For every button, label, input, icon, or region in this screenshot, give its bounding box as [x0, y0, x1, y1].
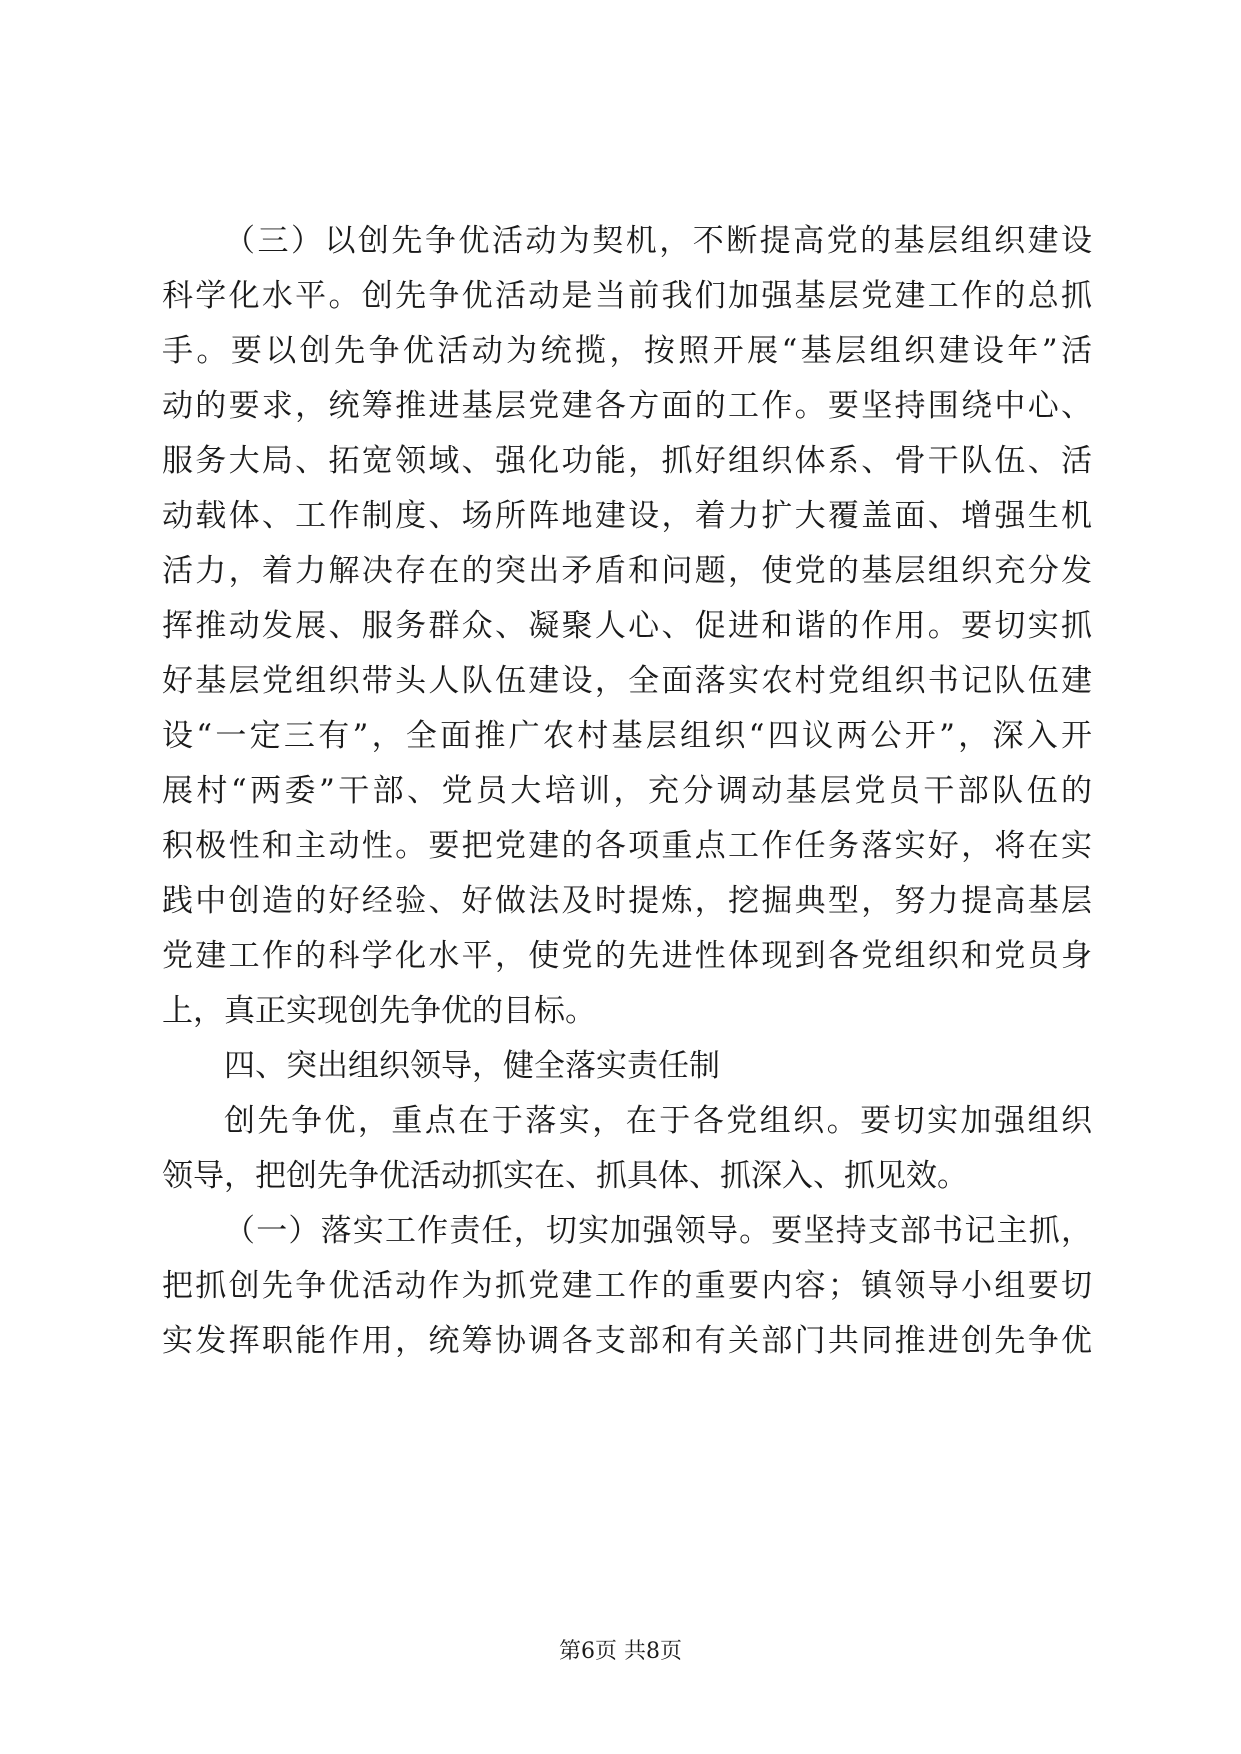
- text-line: 活力，着力解决存在的突出矛盾和问题，使党的基层组织充分发: [162, 553, 1092, 589]
- section-heading: 四、突出组织领导，健全落实责任制: [224, 1048, 720, 1084]
- text-line: 展村“两委”干部、党员大培训，充分调动基层党员干部队伍的: [162, 773, 1092, 809]
- text-line: 上，真正实现创先争优的目标。: [162, 993, 596, 1029]
- text-line: 设“一定三有”，全面推广农村基层组织“四议两公开”，深入开: [162, 718, 1092, 754]
- text-line: （三）以创先争优活动为契机，不断提高党的基层组织建设: [224, 223, 1092, 259]
- text-line: 好基层党组织带头人队伍建设，全面落实农村党组织书记队伍建: [162, 663, 1092, 699]
- text-line: 挥推动发展、服务群众、凝聚人心、促进和谐的作用。要切实抓: [162, 608, 1092, 644]
- text-line: 服务大局、拓宽领域、强化功能，抓好组织体系、骨干队伍、活: [162, 443, 1092, 479]
- text-line: 手。要以创先争优活动为统揽，按照开展“基层组织建设年”活: [162, 333, 1092, 369]
- text-line: 动的要求，统筹推进基层党建各方面的工作。要坚持围绕中心、: [162, 388, 1092, 424]
- text-line: 党建工作的科学化水平，使党的先进性体现到各党组织和党员身: [162, 938, 1092, 974]
- text-line: 把抓创先争优活动作为抓党建工作的重要内容；镇领导小组要切: [162, 1268, 1092, 1304]
- text-line: 科学化水平。创先争优活动是当前我们加强基层党建工作的总抓: [162, 278, 1092, 314]
- text-line: 践中创造的好经验、好做法及时提炼，挖掘典型，努力提高基层: [162, 883, 1092, 919]
- text-line: （一）落实工作责任，切实加强领导。要坚持支部书记主抓，: [224, 1213, 1092, 1249]
- text-line: 创先争优，重点在于落实，在于各党组织。要切实加强组织: [224, 1103, 1092, 1139]
- text-line: 积极性和主动性。要把党建的各项重点工作任务落实好，将在实: [162, 828, 1092, 864]
- text-line: 实发挥职能作用，统筹协调各支部和有关部门共同推进创先争优: [162, 1323, 1092, 1359]
- page-number-footer: 第6页 共8页: [559, 1639, 682, 1664]
- text-line: 领导，把创先争优活动抓实在、抓具体、抓深入、抓见效。: [162, 1158, 968, 1194]
- text-line: 动载体、工作制度、场所阵地建设，着力扩大覆盖面、增强生机: [162, 498, 1092, 534]
